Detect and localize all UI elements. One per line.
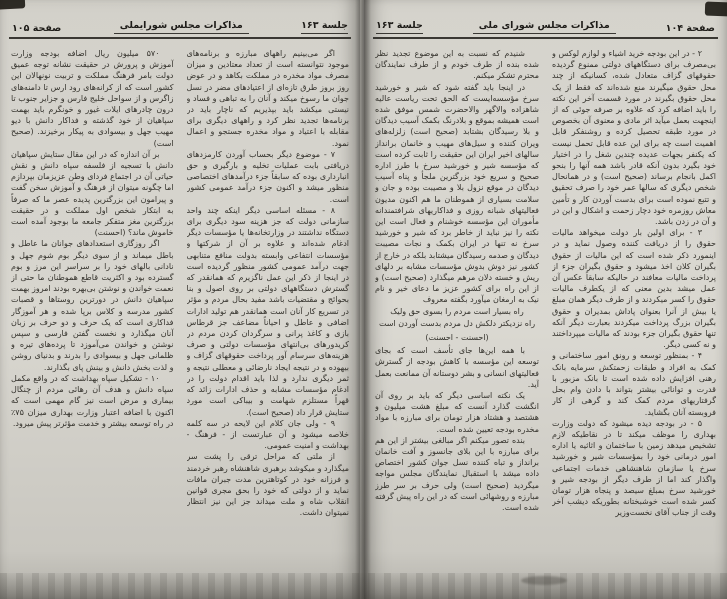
paragraph: ۸ - مسئله اساسی دیگر اینکه چند واحد سازمانی دولت که جز هزینه سود دیگری برای دستگاه نداشتند در وزارتخانه‌ها یا مؤسسات دیگر ادغام شده‌اند و علاوه بر آن از شرکتها و مؤسسات انتفاعی وابسته بدولت منافع متنابهی جهت درآمد عمومی کشور منظور گردیده است در اینجا از ذکر این عمل ناگزیرم که همانقدر که گسترش دستگاههای دولتی بر روی اصول و بنا بحوائج و مقتضیات باشد مفید بحال مردم و مؤثر در تسریع کار آنان است همانقدر هم تولید ادارات اضافی و عاطل و احیاناً مضاعف جز قرطاس بازی و کاغذ پرانی و سرگردان کردن مردم در کریدورهای بی‌انتهای مؤسسات دولتی و صرف هزینه‌های سرسام آور پرداخت حقوقهای گزاف و بیهوده و در نتیجه ایجاد نارضائی و معطلی نتیجه و ثمر دیگری ندارد و لذا باید اقدام دولت را در ادغام مؤسسات مشابه و حذف ادارات زائد که قهراً مستلزم شهامت و بیباکی است مورد ستایش قرار داد (صحیح است).: [186, 205, 349, 417]
paragraph: بنده تصور میکنم اگر مبالغی بیشتر از این هم برای مبارزه با این بلای جانسوز و آفت خانمان برانداز و تباه کننده نسل جوان کشور اختصاص داده میشد با استقبال نمایندگان مجلس مواجه میگردید (صحیح است) ولی حرف بر سر طرز مبارزه و روشهائی است که در این راه پیش گرفته شده است.: [375, 435, 539, 513]
text-column-right: [552, 48, 716, 582]
verse-line: راه بسیار است مردم را بسوی حق ولیک: [390, 306, 524, 316]
page-header: [373, 20, 718, 39]
page-105: [0, 0, 360, 599]
paragraph: در اینجا باید گفته شود که شیر و خورشید سرخ مؤسسه‌ایست که الحق تحت ریاست عالیه شاهزاده والاگهر والاحضرت شمس موفق شده است همیشه بموقع و بلادرنگ بکمک آسیب دیدگان و بلا رسیدگان بشتابد (صحیح است) زلزله‌های ویران کننده و سیل‌های مهیب و خانمان برانداز سالهای اخیر ایران این حقیقت را ثابت کرده است که مؤسسه شیر و خورشید سرخ با طرز اداره صحیح و سریع خود بزرگترین ملجأ و پناه آسیب دیدگان در موقع نزول بلا و مصیبت بوده و جان و سلامت بسیاری از هموطنان ما هم اکنون مدیون فعالیتهای شبانه روزی و فداکاریهای شرافتمندانه مأموران این مؤسسه خوشنام و فعال است این نکته را نیز نباید از خاطر برد که شیر و خورشید سرخ نه تنها در ایران بکمک و نجات مصیبت دیدگان و صدمه رسیدگان میشتابد بلکه در خارج از کشور نیز دوش بدوش مؤسسات مشابه بر دلهای ریش و خسته دلان مرهم میگذارد (صحیح است) و از این راه برای کشور عزیز ما دعای خیر و نام نیک به ارمغان میآورد بگفته معروف: [375, 82, 539, 305]
page-number: صفحة ۱۰۴: [665, 23, 715, 34]
page-header: [9, 20, 351, 39]
text-column-left: [11, 48, 174, 582]
paragraph: یک نکته اساسی دیگر که باید بر روی آن انگشت گذارد آنست که مبلغ هشت میلیون و هشتصد و هشتاد هزار تومان برای مبارزه با مواد مخدره بودجه تعیین شده است.: [375, 390, 539, 434]
scan-artifact-top-left: [0, 0, 25, 10]
paragraph: بر آن اندازه که در این مقال ستایش سپاهیان دانش با تسجیه از فلسفه سپاه دانش و نقش حیاتی آن در اجتماع فردای وطن عزیزمان بپردازم اما چگونه میتوان از فرهنگ و آموزش سخن گفت و پیرامون این بزرگترین پدیده عصر ما که صرفاً به ابتکار شخص اول مملکت و در حقیقت بزرگترین مغز متفکر جامعه ما بوجود آمده است خاموش ماند؟ (احسنت): [11, 149, 174, 238]
paragraph: اگر روزگاری استعدادهای جوانان ما عاطل و باطل میماند و از سوی دیگر بوم شوم جهل و نادانی بالهای خود را بر سراسر این مرز و بوم گسترده بود و اکثریت قاطع هموطنان ما حتی از نعمت خواندن و نوشتن بی‌بهره بودند امروز بهمت سپاهیان دانش در دورترین روستاها و قصبات کشور مدرسه و کلاس برپا شده و هر آموزگار فداکاری است که یک حرف و دو حرف بر زبان آنان میگذارد و نخست گفتن فارسی و سپس نوشتن و خواندن می‌آموزد تا پرده‌های تیره و ظلمانی جهل و بیسوادی را بدرند و بدنیای روشن و لذت بخش دانش و بینش پای بگذارند.: [11, 239, 174, 372]
page-105-inner: [0, 0, 360, 582]
scan-bottom-shade: [0, 573, 727, 599]
page-104: [364, 0, 727, 599]
paragraph: ۵ - در بودجه دیده میشود که دولت وزارت بهداری را موظف میکند تا در نقاطیکه لازم تشخیص میدهد زمین با ساختمان و اثاثیه یا اداره امور درمانی خود را بمؤسسات شیر و خورشید سرخ یا سازمان شاهنشاهی خدمات اجتماعی واگذار کند اما از طرف دیگر از بودجه شیر و خورشید سرخ بمبلغ سیصد و پنجاه هزار تومان کسر شده است خوشبختانه بطوریکه دیشب آخر وقت از جناب آقای نخست‌وزیر: [552, 418, 716, 518]
text-column-left: [375, 48, 539, 582]
paragraph: شنیدم که نسبت به این موضوع تجدید نظر شده بنده از طرف خودم و از طرف نمایندگان محترم تشکر میکنم.: [375, 49, 539, 81]
section-title: مذاکرات مجلس شورای ملی: [473, 20, 616, 34]
paragraph: ۹ - ولی جان کلام این لایحه در سه کلمه خلاصه میشود و آن عبارتست از - فرهنگ - بهداشت و امنیت عمومی.: [186, 418, 349, 451]
scan-artifact-top-right: [705, 2, 727, 17]
paragraph: ۴ - بمنظور توسعه و رونق امور ساختمانی و کمک به افراد و طبقات زحمتکش سرمایه بانک رهنی افزایش داده شده است تا بانک مزبور با قدرت و توانائی بیشتر بتواند با دادن وام بحل گرفتاریهای مردم کمک کند و گرهی از کار فروبسته آنان بگشاید.: [552, 351, 716, 417]
paragraph: ۵۷۰ میلیون ریال اضافه بودجه وزارت آموزش و پرورش در حقیقت نشانه توجه عمیق دولت بامر فرهنگ مملکت و تربیت نونهالان این کشور است که از کرانه‌های رود ارس تا دامنه‌های زاگرس و از سواحل خلیج فارس و جزایر جنوب تا درون چادرهای ایلات غیور و خونگرم باید بهمت سپاهیان از خود گذشته و فداکار دانش با دیو مهیب جهل و بیسوادی به پیکار برخیزند. (صحیح است): [11, 49, 174, 148]
page-number: صفحة ۱۰۵: [12, 23, 62, 34]
section-title: مذاکرات مجلس شورایملی: [114, 20, 249, 34]
paragraph: با همه این‌ها جای تأسف است که بجای توسعه این مؤسسه با کاهش بودجه از گسترش فعالیتهای انسانی و بشر دوستانه آن ممانعت بعمل آید.: [375, 346, 539, 389]
session-number: جلسة ۱۶۳: [376, 20, 423, 34]
paragraph: از ملتی که مراحل ترقی را پشت سر میگذارد و میکوشد برهبری شاهنشاه رهبر خردمند و فرزانه خود در کوتاهترین مدت جبران مافات نماید و از دولتی که خود را بحق مجری قوانین انقلاب شاه و ملت میداند جز این نیز انتظار نمیتوان داشت.: [186, 452, 349, 518]
page-105-columns: [9, 39, 351, 582]
paragraph: اگر می‌بینیم راههای مبارزه و برنامه‌های موجود نتوانسته است از تعداد معتادین و میزان مصرف مواد مخدره در مملکت بکاهد و در عوض روز بروز طرق تازه‌ای از اعتیادهای مضر در نسل جوان ما رسوخ میکند و آنان را به تباهی و فساد و نیستی میکشد باید بپذیریم که ناچار باید در برنامه‌ها تجدید نظر کرد و راههای دیگری برای مقابله با اعتیاد و مواد مخدره جستجو و اعمال نمود.: [186, 49, 349, 148]
page-104-inner: [364, 0, 727, 582]
verse-line: راه نزدیکتر دلکش دل مردم بدست آوردن است: [378, 319, 536, 329]
interjection-line: (احسنت - احسنت): [425, 332, 489, 342]
paragraph: ۱۰ - تشکیل سپاه بهداشت که در واقع مکمل سپاه دانش و هدف آن رهائی مردم از چنگال بیماری و مرض است نیز گام مهمی است که اکنون با اضافه اعتبار وزارت بهداری میزان ۷۵٪ در راه توسعه بیشتر و خدمت مؤثرتر پیش میرود.: [11, 373, 174, 428]
paragraph: ۳ - برای اولین بار دولت میخواهد مالیات حقوق را از دریافت کننده وصول نماید و در اینمورد ذکر شده است که این مالیات از حقوق بگیران کلان اخذ میشود و حقوق بگیران جزء از پرداخت مالیات معافند در حالیکه سابقاً عکس آن عمل میشد بدین معنی که از یکطرف مالیات حقوق را کسر میکردند و از طرف دیگر همان مبلغ یا بیش از آنرا بعنوان پاداش بمدیران و حقوق بگیران بزرگ پرداخت میکردند بعبارت دیگر آنکه تنها حقوق بگیران جزء بودند که مالیات میپرداختند و نه کسی دیگر.: [552, 228, 716, 350]
session-number: جلسة ۱۶۳: [301, 20, 348, 34]
page-104-columns: [373, 39, 718, 582]
page-gutter-shadow: [355, 0, 371, 599]
text-column-right: [187, 48, 350, 582]
paragraph: ۲ - در این بودجه خرید اشیاء و لوازم لوکس و بی‌مصرف برای دستگاههای دولتی ممنوع گردیده حقوقهای گزاف متعادل شده، کسانیکه از چند محل حقوق میگیرند منع شده‌اند که فقط از یک محل حقوق بگیرند در مورد قسمت آخر این نکته را باید اضافه کرد که علاوه بر صرفه جوئی که از اینجهت بعمل میآید اثر مادی و معنوی آن بخصوص در مورد طبقه تحصیل کرده و روشنفکر قابل اهمیت است چه برای این عده قابل تحمل نیست که یکنفر بجهات عدیده چندین شغل را در اختیار خود بگیرد بدون آنکه قادر باشد همه آنها را بنحو اکمل بانجام برساند (صحیح است) و در همانحال شخص دیگری که سالها عمر خود را صرف تحقیق و تتبع نموده است برای بدست آوردن کار و تأمین معاش روزمره خود دچار زحمت و اشکال و این در و آن در زدن باشد.: [552, 49, 716, 227]
paragraph: ۷ - موضوع دیگر بحساب آوردن کارمزدهای دریافتی بابت عملیات تخلیه و بارگیری و حق انبارداری بوده که سابقاً جزء درآمدهای اختصاصی منظور میشد و اکنون جزء درآمد عمومی کشور است.: [186, 149, 349, 204]
